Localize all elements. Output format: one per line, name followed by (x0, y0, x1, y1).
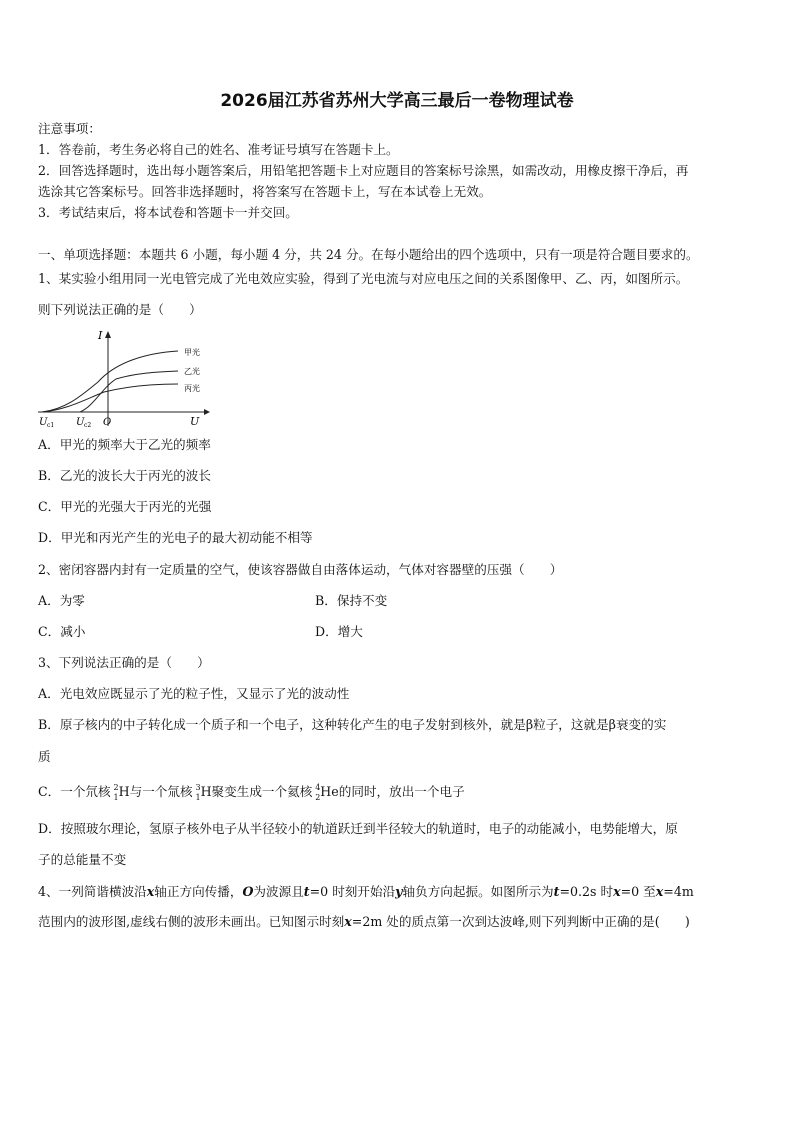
q1-option-b: B．乙光的波长大于丙光的波长 (38, 468, 211, 483)
q3-option-b-line2: 质 (38, 749, 51, 764)
u-axis-arrow-icon (204, 409, 210, 415)
q3-option-c-text1: C．一个氘核 (38, 784, 111, 799)
q3-option-d-line1: D．按照玻尔理论，氢原子核外电子从半径较小的轨道跃迁到半径较大的轨道时，电子的动能减小，电势能增大，原 (38, 821, 678, 836)
exam-title: 2026届江苏省苏州大学高三最后一卷物理试卷 (220, 91, 574, 111)
origin-label: O (103, 417, 112, 428)
notice-item-2-cont: 选涂其它答案标号。回答非选择题时，将答案写在答题卡上，写在本试卷上无效。 (38, 184, 492, 199)
tritium-atomic-number: 1 (195, 792, 201, 802)
uc2-subscript: c2 (84, 422, 92, 429)
curve-jia (42, 351, 178, 412)
q4-text-f: =0.2s 时 (559, 884, 614, 899)
q2-option-c: C．减小 (38, 624, 86, 639)
q1-option-a: A．甲光的频率大于乙光的频率 (38, 437, 211, 452)
q4-stem-line1 (38, 884, 694, 900)
deuterium-atomic-number: 1 (113, 792, 119, 802)
q1-stem-line2: 则下列说法正确的是（ ） (38, 302, 202, 317)
q4-var-t0: t (303, 884, 310, 899)
q3-option-b-line1: B．原子核内的中子转化成一个质子和一个电子，这种转化产生的电子发射到核外，就是β粒子，这就是β衰变的实 (38, 717, 667, 732)
q4-var-x2: x (344, 914, 352, 929)
q4-text-c: 为波源且 (253, 884, 304, 899)
q2-option-b: B．保持不变 (315, 593, 388, 608)
section-heading: 一、单项选择题：本题共 6 小题，每小题 4 分，共 24 分。在每小题给出的四个选项中，只有一项是符合题目要求的。 (38, 247, 699, 262)
deuterium-mass-number: 2 (113, 782, 119, 792)
q3-option-a: A．光电效应既显示了光的粒子性，又显示了光的波动性 (38, 686, 350, 701)
uc1-subscript: c1 (47, 422, 55, 429)
uc1-label: U (39, 417, 48, 428)
q4-text-g: =0 至 (620, 884, 656, 899)
q4-text-a: 4、一列简谐横波沿 (38, 884, 147, 899)
tritium-mass-number: 3 (195, 782, 201, 792)
q4-var-t: t (553, 884, 560, 899)
helium-mass-number: 4 (315, 782, 321, 792)
q4-text-d: =0 时刻开始沿 (309, 884, 396, 899)
q4-var-y: y (395, 884, 403, 899)
q4-stem-line2 (38, 914, 690, 930)
q2-option-a: A．为零 (38, 593, 85, 608)
q3-option-d-line2: 子的总能量不变 (38, 852, 127, 867)
q3-option-c-text4: 的同时，放出一个电子 (338, 784, 465, 799)
curve-yi (80, 371, 178, 412)
tritium-nuclide (193, 782, 201, 802)
notice-item-2: 2．回答选择题时，选出每小题答案后，用铅笔把答题卡上对应题目的答案标号涂黑，如需改动，用橡皮擦干净后，再 (38, 163, 689, 178)
q3-stem: 3、下列说法正确的是（ ） (38, 655, 210, 670)
helium-atomic-number: 2 (315, 792, 321, 802)
helium-symbol: He (320, 784, 339, 799)
q4-var-o: O (242, 884, 254, 899)
q4-var-x0: x (613, 884, 621, 899)
q4-var-x4: x (655, 884, 664, 899)
notice-item-3: 3．考试结束后，将本试卷和答题卡一并交回。 (38, 205, 298, 220)
q4-text-l2a: 范围内的波形图,虚线右侧的波形未画出。已知图示时刻 (38, 914, 345, 929)
q1-option-c: C．甲光的光强大于丙光的光强 (38, 499, 212, 514)
deuterium-nuclide (111, 782, 119, 802)
notice-item-1: 1．答卷前，考生务必将自己的姓名、准考证号填写在答题卡上。 (38, 142, 399, 157)
i-axis-label: I (98, 329, 103, 342)
curve-label-yi: 乙光 (184, 367, 200, 376)
q3-option-c (38, 784, 465, 800)
notice-heading: 注意事项： (38, 121, 101, 136)
uc2-label: U (76, 417, 85, 428)
photocurrent-voltage-graph (36, 326, 216, 430)
curve-label-bing: 丙光 (184, 384, 200, 393)
q4-text-e: 轴负方向起振。如图所示为 (402, 884, 554, 899)
q3-option-c-text2: 与一个氚核 (129, 784, 193, 799)
q1-stem-line1: 1、某实验小组用同一光电管完成了光电效应实验，得到了光电流与对应电压之间的关系图像甲、乙、丙，如图所示。 (38, 271, 689, 286)
q2-option-d: D．增大 (315, 624, 363, 639)
i-axis-arrow-icon (105, 331, 111, 338)
q1-option-d: D．甲光和丙光产生的光电子的最大初动能不相等 (38, 530, 313, 545)
q4-var-x: x (146, 884, 155, 899)
curve-label-jia: 甲光 (184, 348, 200, 357)
q4-text-b: 轴正方向传播， (154, 884, 243, 899)
q2-stem: 2、密闭容器内封有一定质量的空气，使该容器做自由落体运动，气体对容器壁的压强（ ） (38, 562, 563, 577)
deuterium-symbol: H (118, 784, 130, 799)
q4-text-h: =4m (663, 884, 694, 899)
q4-text-l2b: =2m 处的质点第一次到达波峰,则下列判断中正确的是( ) (351, 914, 690, 929)
helium-nuclide (312, 782, 321, 802)
tritium-symbol: H (200, 784, 212, 799)
u-axis-label: U (190, 415, 200, 428)
curve-bing (42, 384, 178, 412)
q3-option-c-text3: 聚变生成一个氦核 (211, 784, 313, 799)
